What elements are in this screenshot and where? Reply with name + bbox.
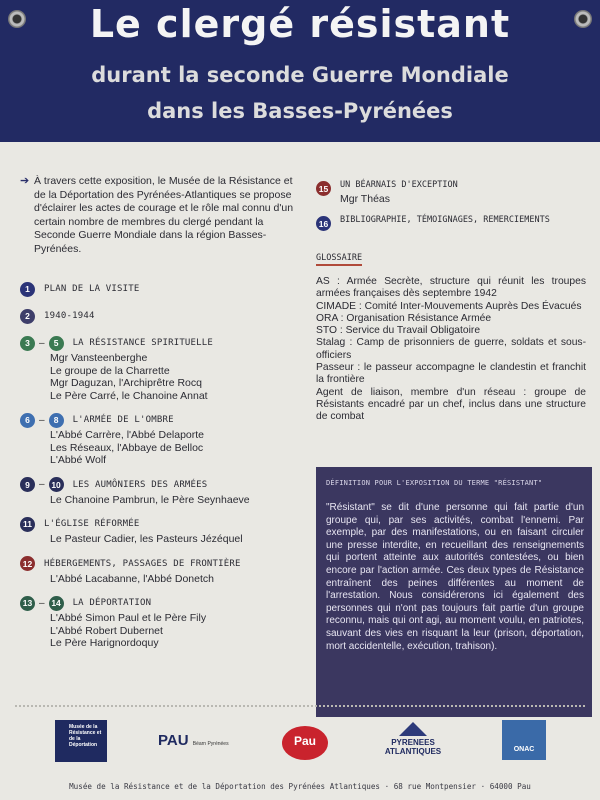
section-line: Le Père Harignordoquy [50, 637, 159, 649]
section-6-8 [20, 411, 295, 467]
pyrenees-atlantiques-logo [383, 722, 443, 756]
section-line: Le Chanoine Pambrun, le Père Seynhaeve [50, 493, 250, 506]
section-title: LES AUMÔNIERS DES ARMÉES [72, 479, 208, 490]
pau-city-logo [282, 726, 328, 760]
section-number-badge: 5 [49, 336, 64, 351]
section-2 [20, 307, 295, 325]
definition-title: DÉFINITION POUR L'EXPOSITION DU TERME "RÉSISTANT" [326, 479, 543, 487]
section-title: 1940-1944 [44, 311, 95, 321]
section-number-badge: 8 [49, 413, 64, 428]
glossary-title: GLOSSAIRE [316, 253, 362, 266]
section-line: Le groupe de la Charrette [50, 364, 170, 377]
range-dash: – [39, 479, 45, 490]
glossary-entry: AS : Armée Secrète, structure qui réunit les troupes armées françaises dès septembre 1942 [316, 276, 586, 300]
intro-paragraph [20, 175, 295, 256]
section-number-badge: 16 [316, 216, 331, 231]
definition-box [316, 467, 592, 717]
glossary-list [316, 276, 586, 424]
section-line: Mgr Théas [340, 193, 390, 205]
onac-logo-text: ONAC [513, 746, 535, 753]
page-subtitle-line1: durant la seconde Guerre Mondiale [91, 63, 509, 87]
header-banner [0, 0, 600, 142]
section-16 [316, 215, 586, 231]
section-number-badge: 1 [20, 282, 35, 297]
section-number-badge: 11 [20, 517, 35, 532]
right-column [316, 180, 586, 424]
section-title: UN BÉARNAIS D'EXCEPTION [340, 180, 458, 190]
musee-logo [55, 720, 107, 762]
section-1 [20, 280, 295, 298]
glossary-entry: ORA : Organisation Résistance Armée [316, 312, 492, 324]
section-title: LA RÉSISTANCE SPIRITUELLE [72, 338, 214, 348]
section-number-badge: 12 [20, 556, 35, 571]
section-title: LA DÉPORTATION [72, 598, 152, 608]
section-line: L'Abbé Robert Dubernet [50, 624, 163, 637]
range-dash: – [39, 597, 45, 609]
page-title: Le clergé résistant [89, 2, 511, 46]
section-line: Les Réseaux, l'Abbaye de Belloc [50, 441, 204, 454]
section-line: L'Abbé Carrère, l'Abbé Delaporte [50, 429, 205, 441]
page-subtitle-line2: dans les Basses-Pyrénées [147, 99, 453, 123]
section-line: L'Abbé Simon Paul et le Père Fily [50, 612, 207, 624]
section-line: Mgr Vansteenberghe [50, 352, 148, 364]
section-line: Mgr Daguzan, l'Archiprêtre Rocq [50, 377, 202, 389]
glossary-entry: CIMADE : Comité Inter-Mouvements Auprès Des Évacués [316, 300, 582, 312]
section-12 [20, 555, 295, 586]
section-number-badge: 10 [49, 477, 64, 492]
section-number-badge: 15 [316, 181, 331, 196]
section-title: BIBLIOGRAPHIE, TÉMOIGNAGES, REMERCIEMENTS [340, 215, 550, 225]
section-line: Le Père Carré, le Chanoine Annat [50, 389, 208, 402]
section-line: Le Pasteur Cadier, les Pasteurs Jézéquel [50, 533, 243, 545]
pau-city-logo-text: Pau [293, 734, 316, 748]
arrow-right-icon: ➔ [20, 175, 30, 187]
left-column [20, 175, 295, 659]
section-line: L'Abbé Lacabanne, l'Abbé Donetch [50, 572, 214, 585]
range-dash: – [39, 414, 45, 426]
section-number-badge: 13 [20, 596, 35, 611]
section-number-badge: 3 [20, 336, 35, 351]
definition-body: "Résistant" se dit d'une personne qui fait partie d'un groupe qui, par ses activités, combat l'ennemi. Par exemple, par des manifestations, ou en faisant circuler une presse interdite, en recueillant des renseignements qui portent atteinte aux autorités contestées, ou bien encore par l'action armée. Ces deux types de Résistance entraînent des peines différentes au moment de l'arrestation. Nous considérerons ici également des personnes qui n'ont pas toujours fait partie d'un groupe reconnu, mais qui ont agi, au moment voulu, en patriotes, sauvant des vies en risquant la leur (prison, déportation, mort accidentelle, exécution, trahison). [326, 502, 584, 652]
section-title: L'ÉGLISE RÉFORMÉE [44, 519, 140, 529]
section-3-5 [20, 334, 295, 402]
section-number-badge: 6 [20, 413, 35, 428]
section-15 [316, 180, 586, 205]
musee-logo-text: Musée de la Résistance et de la Déportation [69, 724, 102, 748]
section-13-14 [20, 594, 295, 650]
onac-logo [502, 720, 546, 760]
mountain-icon [399, 722, 427, 736]
section-11 [20, 515, 295, 546]
section-title: PLAN DE LA VISITE [44, 284, 140, 294]
range-dash: – [39, 337, 45, 349]
section-9-10 [20, 476, 295, 507]
pau-agglo-logo [158, 732, 229, 749]
glossary-entry: STO : Service du Travail Obligatoire [316, 325, 481, 337]
section-title: HÉBERGEMENTS, PASSAGES DE FRONTIÈRE [44, 558, 241, 569]
pau-logo-subtext: Béarn Pyrénées [192, 741, 229, 747]
pyrenees-logo-text: PYRENEES ATLANTIQUES [384, 738, 442, 756]
footer-address: Musée de la Résistance et de la Déportation des Pyrénées Atlantiques · 68 rue Montpensier · 64000 Pau [69, 782, 531, 791]
glossary-entry: Passeur : le passeur accompagne le clandestin et franchit la frontière [316, 362, 586, 386]
section-number-badge: 2 [20, 309, 35, 324]
partner-logos [0, 712, 600, 774]
section-number-badge: 14 [49, 596, 64, 611]
section-title: L'ARMÉE DE L'OMBRE [72, 415, 174, 425]
glossary-entry: Agent de liaison, membre d'un réseau : groupe de Résistants encadré par un chef, inclus dans une structure de combat [316, 386, 586, 423]
intro-text: À travers cette exposition, le Musée de la Résistance et de la Déportation des Pyrénées-Atlantiques se propose d'éclairer les actes de courage et le rôle mal connu d'un certain nombre de membres du clergé pendant la Seconde Guerre Mondiale dans la région Basses-Pyrénées. [34, 175, 294, 255]
section-line: L'Abbé Wolf [50, 454, 107, 466]
glossary-entry: Stalag : Camp de prisonniers de guerre, soldats et sous-officiers [316, 337, 586, 361]
section-number-badge: 9 [20, 477, 35, 492]
divider [15, 705, 585, 707]
pau-logo-text: PAU [158, 732, 189, 749]
